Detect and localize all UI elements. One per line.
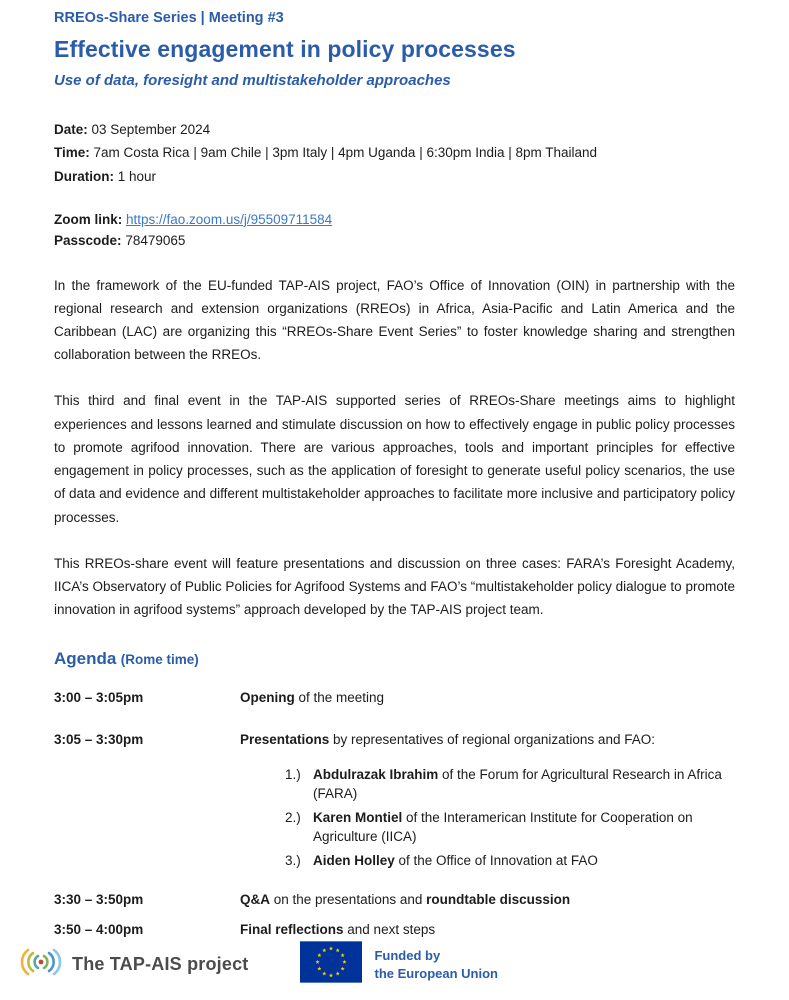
tap-ais-logo (18, 944, 248, 985)
tap-ais-logo-icon (18, 944, 64, 985)
speaker-item (285, 808, 735, 847)
time-value: 7am Costa Rica | 9am Chile | 3pm Italy | 4pm Uganda | 6:30pm India | 8pm Thailand (93, 145, 598, 161)
page-subtitle: Use of data, foresight and multistakeholder approaches (54, 72, 451, 89)
passcode-label: Passcode: (54, 232, 122, 248)
speaker-number: 2.) (285, 809, 301, 825)
agenda-row-presentations (54, 730, 735, 876)
agenda-timezone-note: (Rome time) (120, 652, 199, 668)
duration-value: 1 hour (117, 168, 157, 184)
eu-flag-icon (300, 941, 362, 988)
funded-by-text (374, 947, 498, 982)
agenda-time: 3:50 – 4:00pm (54, 921, 144, 937)
agenda-desc: Final reflections and next steps (240, 921, 436, 937)
agenda-heading (54, 649, 735, 669)
zoom-details (54, 211, 735, 251)
funded-line-2: the European Union (374, 965, 498, 981)
page-title: Effective engagement in policy processes (54, 36, 516, 62)
speaker-text: Karen Montiel of the Interamerican Institute for Cooperation on Agriculture (IICA) (313, 809, 693, 845)
zoom-link[interactable]: https://fao.zoom.us/j/95509711584 (126, 211, 333, 227)
series-heading: RREOs-Share Series | Meeting #3 (54, 10, 284, 26)
eu-funding-block (300, 941, 498, 988)
date-value: 03 September 2024 (91, 122, 211, 137)
agenda-desc: Presentations by representatives of regional organizations and FAO: 1.) Abdulrazak Ibrahim of the Forum for Agricultural Research in Africa (FARA) 2.) Karen Montiel of the Interamerican Institute for Cooperation on Agriculture (IICA) 3.) Aiden Holley of the Office of Innovation at FAO (240, 730, 735, 876)
passcode-value: 78479065 (125, 232, 186, 248)
zoom-label: Zoom link: (54, 211, 123, 227)
date-label: Date: (54, 122, 88, 137)
agenda-time: 3:05 – 3:30pm (54, 731, 144, 747)
intro-paragraph: In the framework of the EU-funded TAP-AIS project, FAO’s Office of Innovation (OIN) in partnership with the regional research and extension organizations (RREOs) in Africa, Asia-Pacific and Latin America and the Caribbean (LAC) are organizing this “RREOs-Share Event Series” to foster knowledge sharing and strengthen collaboration between the RREOs. (54, 277, 735, 363)
cases-paragraph: This RREOs-share event will feature presentations and discussion on three cases: FARA’s Foresight Academy, IICA’s Observatory of Public Policies for Agrifood Systems and FAO’s “multistakeholder policy dialogue to promote innovation in agrifood systems” approach developed by the TAP-AIS project team. (54, 555, 735, 618)
speaker-text: Abdulrazak Ibrahim of the Forum for Agricultural Research in Africa (FARA) (313, 766, 722, 802)
duration-label: Duration: (54, 168, 114, 184)
agenda-time: 3:00 – 3:05pm (54, 690, 144, 706)
speaker-list (285, 765, 735, 871)
speaker-text: Aiden Holley of the Office of Innovation at FAO (313, 852, 598, 868)
duration-line (54, 168, 735, 185)
time-label: Time: (54, 145, 90, 161)
date-line (54, 121, 735, 138)
speaker-number: 1.) (285, 766, 301, 782)
agenda-desc: Opening of the meeting (240, 690, 385, 706)
zoom-line (54, 211, 735, 230)
agenda-row-reflections (54, 920, 735, 940)
event-description-paragraph: This third and final event in the TAP-AIS supported series of RREOs-Share meetings aims to highlight experiences and lessons learned and stimulate discussion on how to effectively engage in public policy processes to promote agrifood innovation. There are various approaches, tools and important principles for effective engagement in policy processes, such as the application of foresight to generate useful policy scenarios, the use of data and evidence and different multistakeholder approaches to facilitate more inclusive and participatory policy processes. (54, 393, 735, 525)
speaker-number: 3.) (285, 852, 301, 868)
agenda-time: 3:30 – 3:50pm (54, 892, 144, 908)
tap-ais-logo-text: The TAP-AIS project (72, 954, 249, 974)
speaker-item (285, 851, 735, 871)
agenda-title: Agenda (54, 649, 117, 669)
agenda-row-opening (54, 688, 735, 708)
footer (0, 941, 789, 988)
passcode-line (54, 232, 735, 251)
time-line (54, 144, 735, 161)
agenda-row-qa (54, 890, 735, 910)
agenda-desc: Q&A on the presentations and roundtable discussion (240, 892, 571, 908)
funded-line-1: Funded by (374, 947, 441, 963)
event-details (54, 121, 735, 185)
speaker-item (285, 765, 735, 804)
